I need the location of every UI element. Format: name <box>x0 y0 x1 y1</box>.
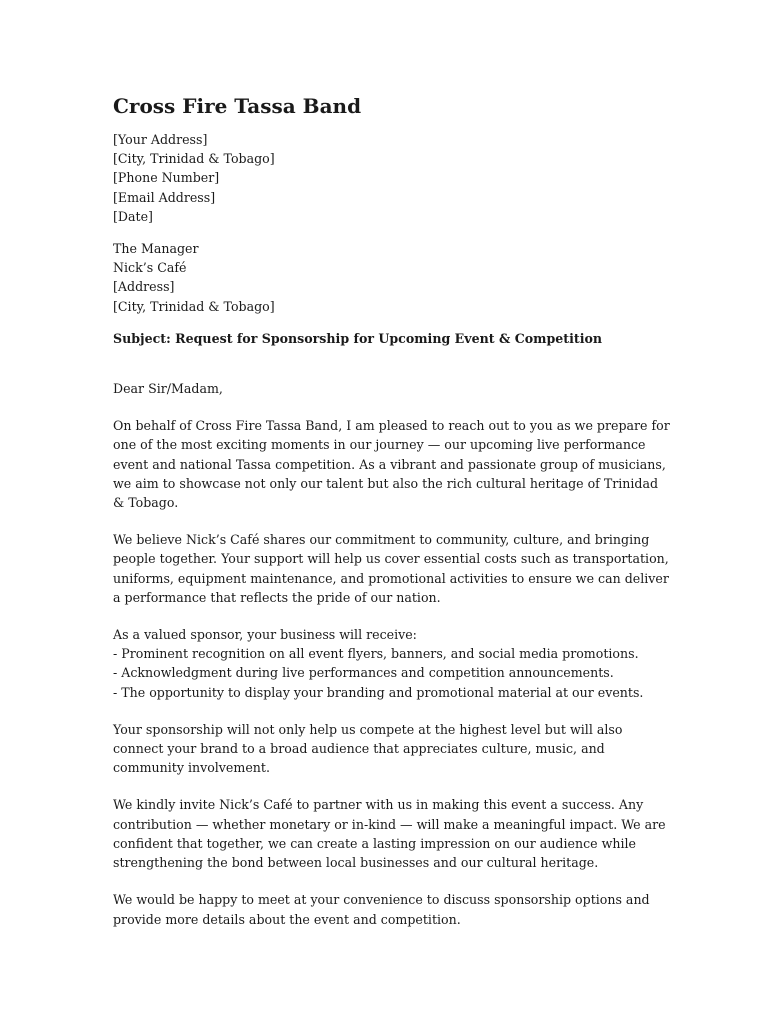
sender-city-line: [City, Trinidad & Tobago] <box>113 151 275 167</box>
benefits-section <box>113 625 673 702</box>
benefit-item: - The opportunity to display your branding and promotional material at our events. <box>113 684 644 700</box>
benefit-item: - Prominent recognition on all event flyers, banners, and social media promotions. <box>113 646 639 662</box>
body-paragraph-audience <box>113 720 673 778</box>
body-paragraph-meeting <box>113 890 673 928</box>
sender-address-block <box>113 130 673 226</box>
body-paragraph-invitation <box>113 795 673 872</box>
sender-phone-line: [Phone Number] <box>113 170 220 186</box>
salutation: Dear Sir/Madam, <box>113 381 223 397</box>
paragraph-text: We kindly invite Nick’s Café to partner with us in making this event a success. Any contribution — whether monetary or in-kind — will make a meaningful impact. We are confident that together, we can create a lasting impression on our audience while strengthening the bond between local businesses and our cultural heritage. <box>113 797 666 871</box>
sender-email-line: [Email Address] <box>113 189 216 205</box>
sender-address-line: [Your Address] <box>113 132 208 147</box>
body-paragraph-support <box>113 530 673 607</box>
sender-date-line: [Date] <box>113 208 153 224</box>
recipient-address-line: [Address] <box>113 279 175 295</box>
recipient-business-line: Nick’s Café <box>113 260 187 276</box>
recipient-city-line: [City, Trinidad & Tobago] <box>113 298 275 314</box>
benefits-intro: As a valued sponsor, your business will receive: <box>113 627 417 643</box>
recipient-title-line: The Manager <box>113 241 199 257</box>
paragraph-text: We would be happy to meet at your convenience to discuss sponsorship options and provide more details about the event and competition. <box>113 892 650 927</box>
subject-line: Subject: Request for Sponsorship for Upcoming Event & Competition <box>113 330 603 346</box>
paragraph-text: Your sponsorship will not only help us compete at the highest level but will also connect your brand to a broad audience that appreciates culture, music, and community involvement. <box>113 721 623 776</box>
paragraph-text: On behalf of Cross Fire Tassa Band, I am pleased to reach out to you as we prepare for one of the most exciting moments in our journey — our upcoming live performance event and national Tassa competition. As a vibrant and passionate group of musicians, we aim to showcase not only our talent but also the rich cultural heritage of Trinidad & Tobago. <box>113 418 670 511</box>
paragraph-text: We believe Nick’s Café shares our commitment to community, culture, and bringing people together. Your support will help us cover essential costs such as transportation, uniforms, equipment maintenance, and promotional activities to ensure we can deliver a performance that reflects the pride of our nation. <box>113 532 669 605</box>
body-paragraph-intro <box>113 416 673 512</box>
letter-page <box>113 92 673 929</box>
letter-title: Cross Fire Tassa Band <box>113 94 362 118</box>
recipient-address-block <box>113 239 673 316</box>
benefit-item: - Acknowledgment during live performances and competition announcements. <box>113 665 614 681</box>
